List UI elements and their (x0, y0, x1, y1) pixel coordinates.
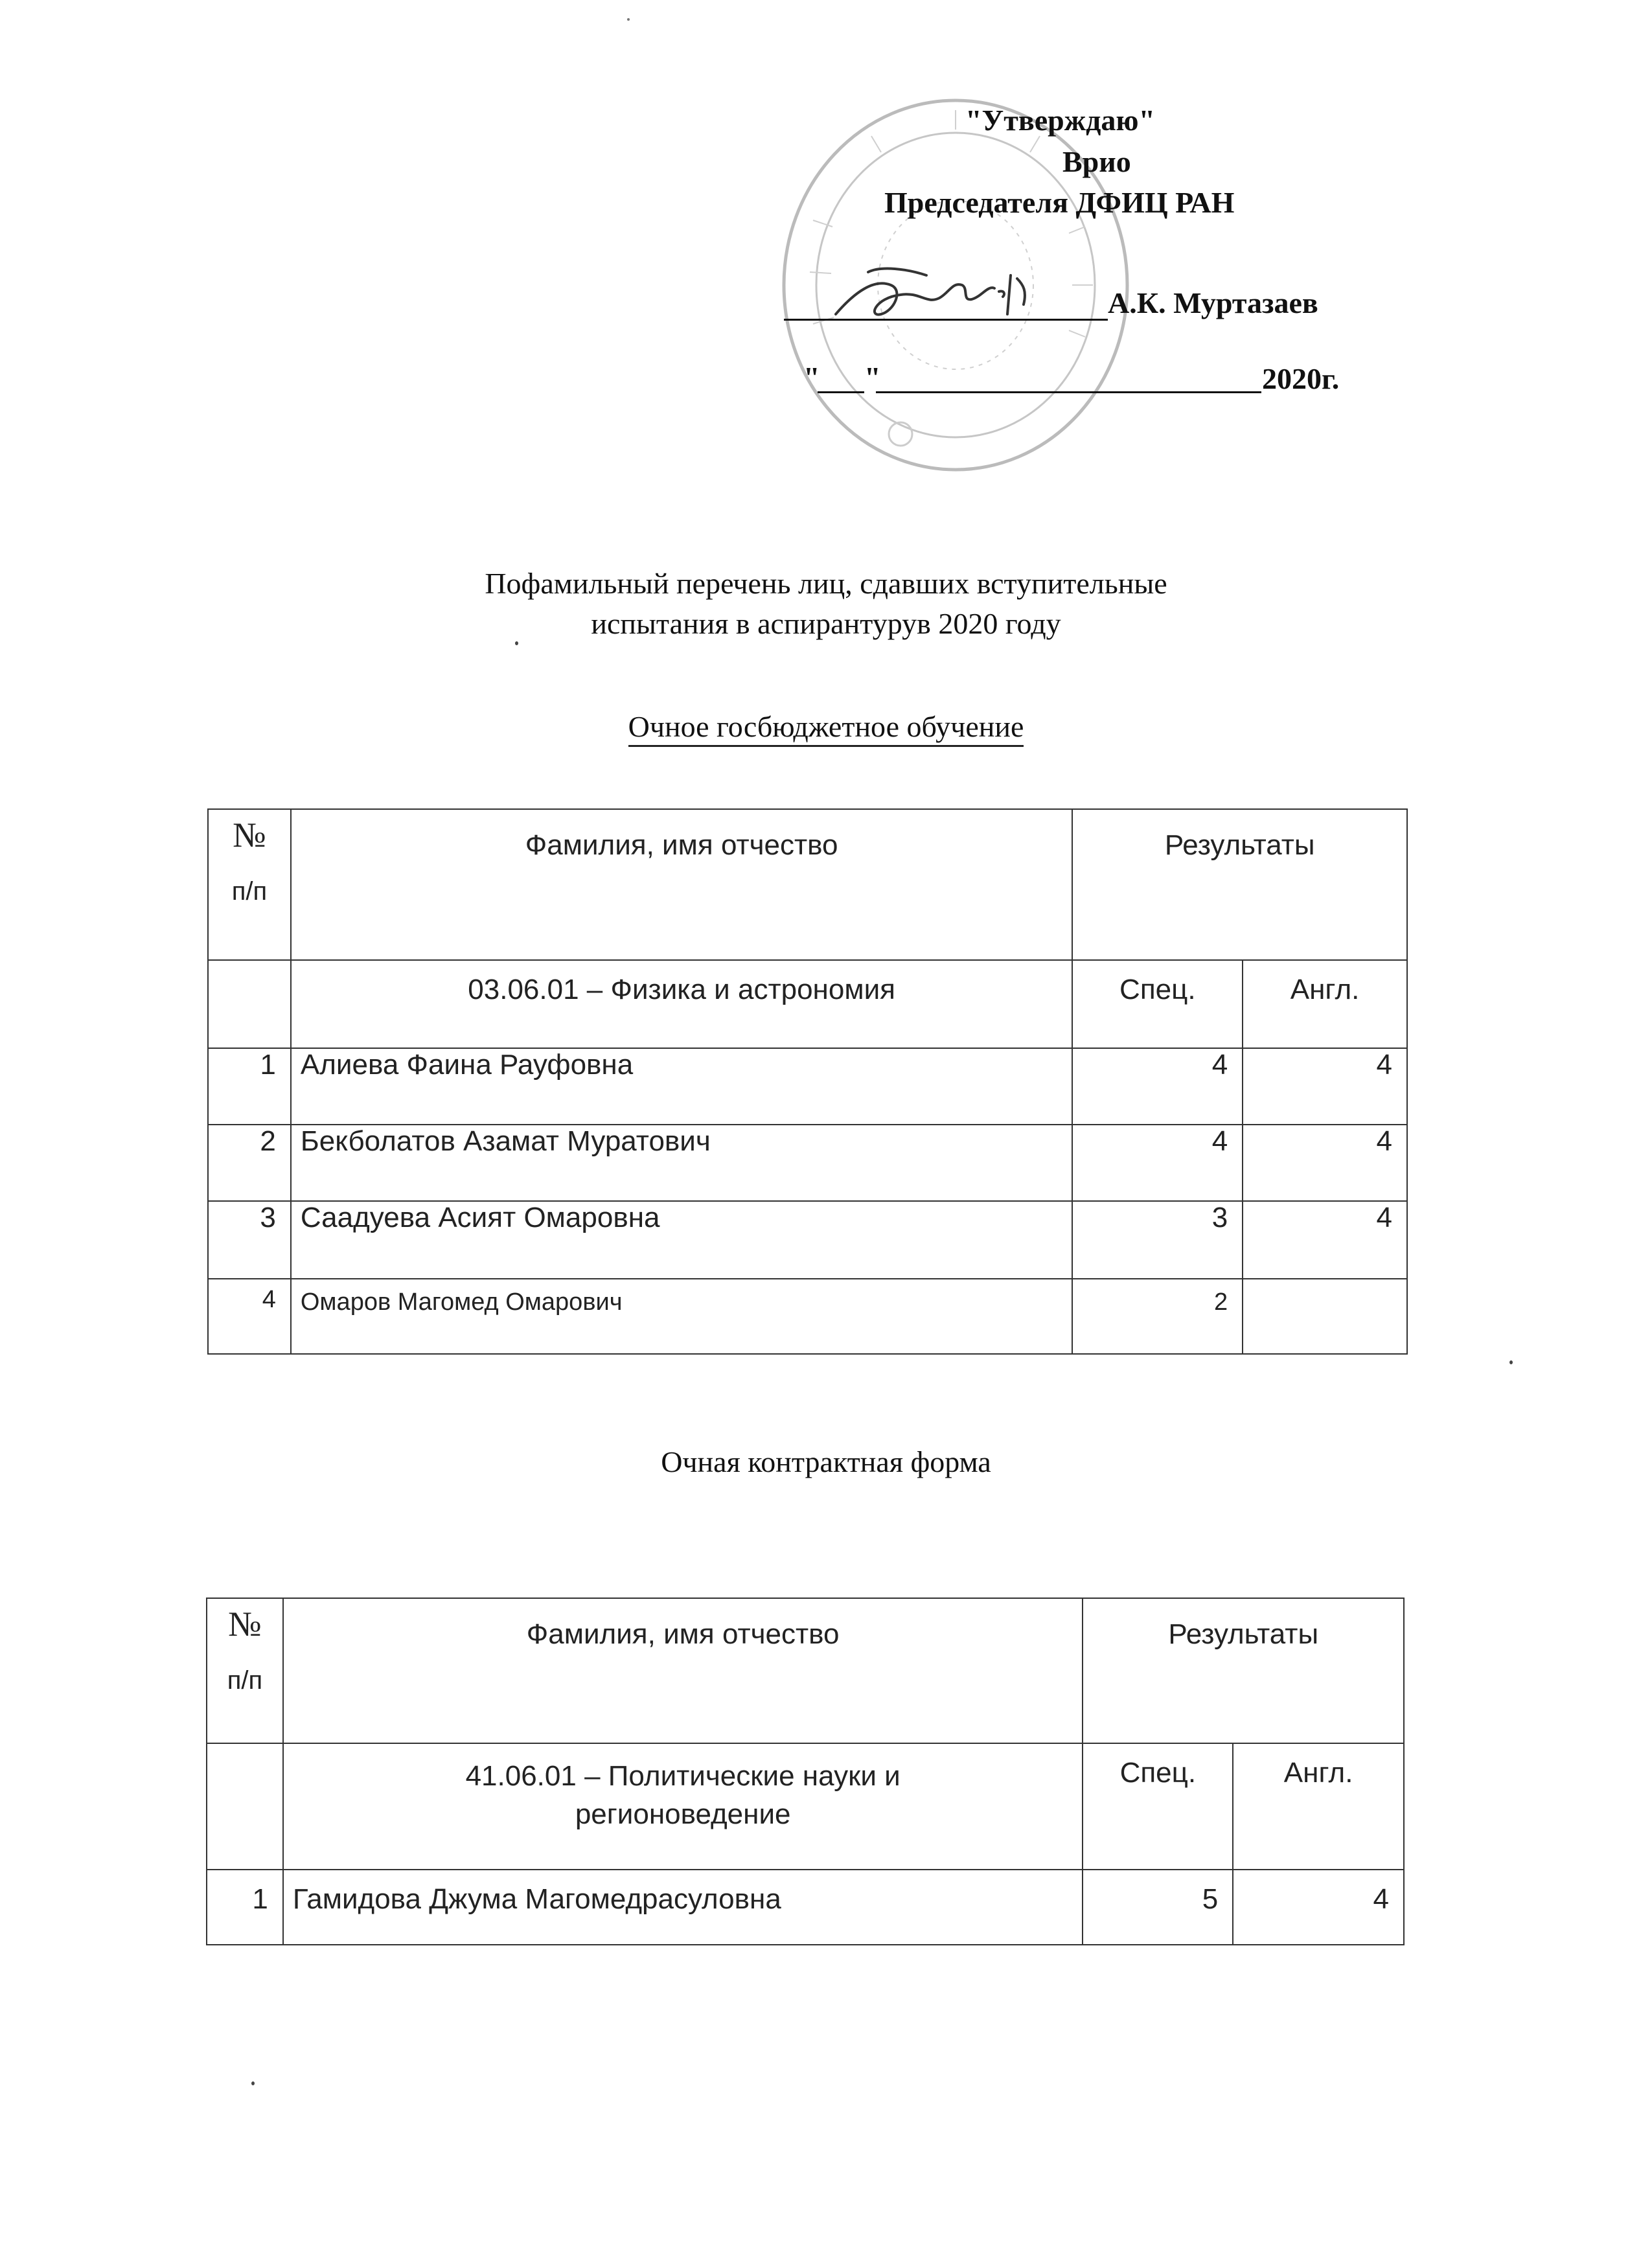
row-engl-score (1243, 1279, 1407, 1354)
row-name: Алиева Фаина Рауфовна (291, 1048, 1073, 1125)
specialty-empty-cell (208, 960, 291, 1048)
approval-signatory-name: А.К. Муртазаев (1108, 286, 1318, 319)
specialty-name-line1: 41.06.01 – Политические науки и (465, 1760, 901, 1792)
specialty-col-engl: Англ. (1233, 1743, 1404, 1870)
specialty-row (207, 1743, 1404, 1870)
approval-heading: "Утверждаю" (965, 104, 1156, 137)
document-title-line1: Пофамильный перечень лиц, сдавших вступительные (485, 567, 1167, 600)
header-name-cell: Фамилия, имя отчество (283, 1598, 1083, 1743)
approval-year: 2020г. (1262, 362, 1340, 395)
date-close-quote: " (864, 361, 881, 394)
header-number-sub: п/п (231, 877, 268, 906)
header-number-cell (207, 1598, 283, 1743)
approval-position-title: Председателя ДФИЦ РАН (884, 186, 1235, 219)
date-day-line (818, 391, 864, 393)
row-name: Омаров Магомед Омарович (291, 1279, 1073, 1354)
row-engl-score: 4 (1243, 1201, 1407, 1279)
scan-speck (627, 18, 630, 21)
header-number-symbol: № (228, 1605, 262, 1644)
row-spec-score: 5 (1083, 1870, 1233, 1945)
date-month-line (876, 391, 1261, 393)
row-spec-score: 2 (1072, 1279, 1243, 1354)
table-header-row (208, 809, 1407, 960)
row-engl-score: 4 (1233, 1870, 1404, 1945)
row-spec-score: 4 (1072, 1048, 1243, 1125)
specialty-name-line2: регионоведение (575, 1798, 791, 1831)
table-row (208, 1125, 1407, 1201)
section2-heading: Очная контрактная форма (661, 1445, 991, 1478)
row-name: Бекболатов Азамат Муратович (291, 1125, 1073, 1201)
specialty-col-spec: Спец. (1083, 1743, 1233, 1870)
header-number-symbol: № (233, 816, 266, 854)
row-number: 3 (208, 1201, 291, 1279)
section2-heading-wrap (0, 1445, 1652, 1479)
row-number: 4 (208, 1279, 291, 1354)
row-name: Саадуева Асият Омаровна (291, 1201, 1073, 1279)
row-spec-score: 4 (1072, 1125, 1243, 1201)
header-number-cell (208, 809, 291, 960)
specialty-row (208, 960, 1407, 1048)
row-spec-score: 3 (1072, 1201, 1243, 1279)
row-number: 1 (208, 1048, 291, 1125)
specialty-empty-cell (207, 1743, 283, 1870)
row-number: 1 (207, 1870, 283, 1945)
row-name: Гамидова Джума Магомедрасуловна (283, 1870, 1083, 1945)
table-row (208, 1048, 1407, 1125)
row-engl-score: 4 (1243, 1125, 1407, 1201)
specialty-name-cell: 03.06.01 – Физика и астрономия (291, 960, 1073, 1048)
header-results-cell: Результаты (1083, 1598, 1404, 1743)
table-row (208, 1201, 1407, 1279)
approval-position-acting: Врио (1062, 145, 1131, 178)
handwritten-signature (829, 253, 1043, 337)
header-name-cell: Фамилия, имя отчество (291, 809, 1073, 960)
section1-results-table (207, 808, 1408, 1355)
header-results-cell: Результаты (1072, 809, 1407, 960)
date-open-quote: " (803, 361, 820, 394)
specialty-col-engl: Англ. (1243, 960, 1407, 1048)
section1-heading: Очное госбюджетное обучение (628, 709, 1024, 747)
specialty-col-spec: Спец. (1072, 960, 1243, 1048)
table-header-row (207, 1598, 1404, 1743)
row-engl-score: 4 (1243, 1048, 1407, 1125)
document-title (0, 564, 1652, 644)
section1-heading-wrap (0, 709, 1652, 747)
table-row (207, 1870, 1404, 1945)
specialty-name-cell (283, 1743, 1083, 1870)
table-row (208, 1279, 1407, 1354)
scan-speck (515, 641, 518, 645)
section2-results-table (206, 1598, 1405, 1945)
document-title-line2: испытания в аспирантурув 2020 году (591, 607, 1061, 641)
scan-speck (251, 2081, 255, 2085)
scan-speck (1509, 1360, 1513, 1364)
header-number-sub: п/п (227, 1666, 263, 1695)
row-number: 2 (208, 1125, 291, 1201)
